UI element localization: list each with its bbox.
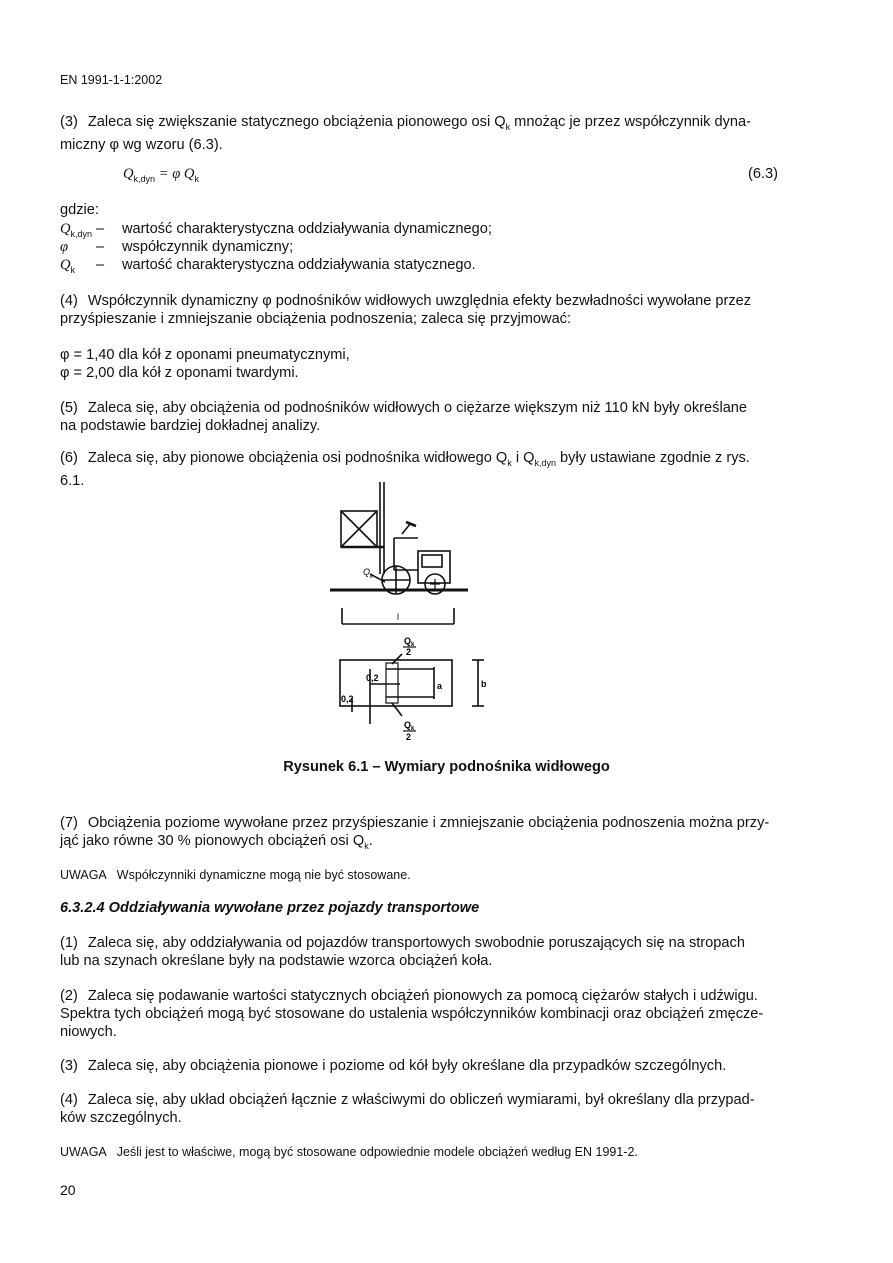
- paragraph-7: (7) Obciążenia poziome wywołane przez przyśpieszanie i zmniejszanie obciążenia podnoszenia można przy- jąć jako równe 30 % pionowych obciążeń osi $Q_k$.: [60, 815, 770, 851]
- definitions-list: [60, 201, 492, 275]
- label-qk: Q: [363, 567, 371, 577]
- paragraph-number: (3): [60, 114, 78, 130]
- label-02-outer: 0,2: [341, 694, 354, 704]
- section-paragraph-1: (1) Zaleca się, aby oddziaływania od pojazdów transportowych swobodnie poruszających się na stropach lub na szynach określane były na podstawie wzorca obciążeń koła.: [60, 935, 745, 969]
- paragraph-5: (5) Zaleca się, aby obciążenia od podnośników widłowych o ciężarze większym niż 110 kN były określane na podstawie bardziej dokładnej analizy.: [60, 400, 748, 434]
- label-b: b: [481, 679, 487, 689]
- paragraph-6: (6) Zaleca się, aby pionowe obciążenia osi podnośnika widłowego $Q_k$ i $Q_{k,dyn}$ były ustawiane zgodnie z rys. 6.1.: [60, 450, 750, 489]
- label-l: l: [397, 612, 399, 622]
- forklift-diagram: [330, 478, 500, 748]
- label-qk-sub: k: [370, 574, 373, 580]
- figure-caption: Rysunek 6.1 – Wymiary podnośnika widłowego: [283, 759, 610, 775]
- equation-6-3: $Q_{k,dyn} = \varphi$ $Q_k$ (6.3): [123, 166, 778, 184]
- document-code-header: EN 1991-1-1:2002: [60, 73, 163, 87]
- note-label: UWAGA: [60, 1145, 107, 1159]
- definition-item: $Q_{k,dyn}$ – wartość charakterystyczna oddziaływania dynamicznego;: [60, 221, 492, 239]
- where-label: gdzie:: [60, 202, 99, 218]
- svg-text:k: k: [411, 726, 415, 732]
- definition-item: $Q_k$ – wartość charakterystyczna oddziaływania statycznego.: [60, 257, 476, 275]
- label-a: a: [437, 681, 443, 691]
- note-label: UWAGA: [60, 868, 107, 882]
- label-q2-top-den: 2: [406, 647, 412, 657]
- phi-values: φ = 1,40 dla kół z oponami pneumatycznymi, φ = 2,00 dla kół z oponami twardymi.: [60, 347, 350, 381]
- section-paragraph-4: (4) Zaleca się, aby układ obciążeń łącznie z właściwymi do obliczeń wymiarami, był określany dla przypad- ków szczególnych.: [60, 1092, 755, 1126]
- paragraph-4: (4) Współczynnik dynamiczny φ podnośników widłowych uwzględnia efekty bezwładności wywołane przez przyśpieszanie i zmniejszanie obciążenia podnoszenia; zaleca się przyjmować:: [60, 293, 752, 327]
- forklift-figure: [330, 478, 500, 753]
- section-paragraph-3: (3) Zaleca się, aby obciążenia pionowe i poziome od kół były określane dla przypadków szczególnych.: [60, 1058, 727, 1074]
- section-heading: 6.3.2.4 Oddziaływania wywołane przez pojazdy transportowe: [60, 900, 480, 916]
- definition-item: φ – współczynnik dynamiczny;: [60, 239, 294, 255]
- label-02-inner: 0,2: [366, 673, 379, 683]
- label-q2-bottom: Q: [404, 720, 412, 730]
- label-q2-top: Q: [404, 636, 412, 646]
- note-2: UWAGA Jeśli jest to właściwe, mogą być stosowane odpowiednie modele obciążeń według EN 1991-2.: [60, 1145, 638, 1159]
- note-1: UWAGA Współczynniki dynamiczne mogą nie być stosowane.: [60, 868, 411, 882]
- page-number: 20: [60, 1182, 76, 1198]
- equation-number: (6.3): [747, 166, 778, 182]
- label-q2-bottom-den: 2: [406, 732, 412, 742]
- svg-text:k: k: [411, 642, 415, 648]
- section-paragraph-2: (2) Zaleca się podawanie wartości statycznych obciążeń pionowych za pomocą ciężarów stałych i udźwigu. Spektra tych obciążeń mogą być stosowane do ustalenia współczynników kombinacji oraz obciążeń zmęcze- niowych.: [60, 988, 764, 1040]
- paragraph-3: (3) Zaleca się zwiększanie statycznego obciążenia pionowego osi $Q_k$ mnożąc je przez współczynnik dyna- miczny φ wg wzoru (6.3).: [60, 114, 752, 153]
